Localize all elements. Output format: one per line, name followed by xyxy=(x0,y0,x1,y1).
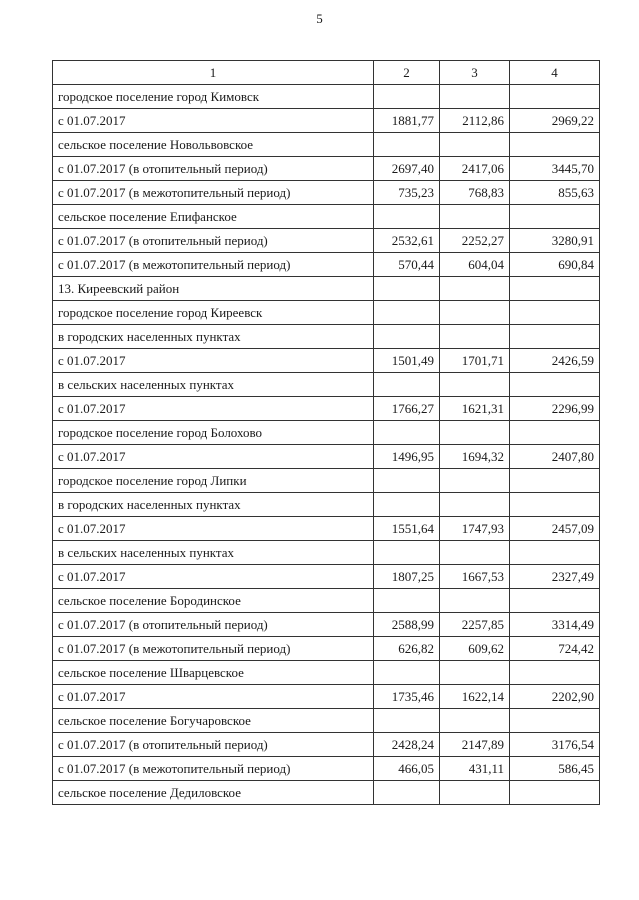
row-label-cell: сельское поселение Богучаровское xyxy=(53,709,374,733)
row-label-cell: с 01.07.2017 (в межотопительный период) xyxy=(53,757,374,781)
table-row xyxy=(53,85,600,109)
value-col-4-cell xyxy=(510,277,600,301)
row-label-cell: с 01.07.2017 (в отопительный период) xyxy=(53,157,374,181)
table-row xyxy=(53,205,600,229)
value-col-2-cell: 1766,27 xyxy=(374,397,440,421)
value-col-4-cell xyxy=(510,781,600,805)
row-label-cell: сельское поселение Бородинское xyxy=(53,589,374,613)
value-col-3-cell xyxy=(440,709,510,733)
value-col-3-cell: 2257,85 xyxy=(440,613,510,637)
table-body xyxy=(53,85,600,805)
value-col-2-cell xyxy=(374,541,440,565)
value-col-4-cell xyxy=(510,541,600,565)
value-col-2-cell: 570,44 xyxy=(374,253,440,277)
table-row xyxy=(53,757,600,781)
row-label-cell: в сельских населенных пунктах xyxy=(53,373,374,397)
table-row xyxy=(53,373,600,397)
value-col-4-cell: 2426,59 xyxy=(510,349,600,373)
header-col-2: 2 xyxy=(374,61,440,85)
row-label-cell: с 01.07.2017 xyxy=(53,517,374,541)
value-col-4-cell xyxy=(510,469,600,493)
value-col-3-cell xyxy=(440,277,510,301)
value-col-2-cell: 626,82 xyxy=(374,637,440,661)
row-label-cell: с 01.07.2017 xyxy=(53,397,374,421)
value-col-2-cell xyxy=(374,469,440,493)
table-header xyxy=(53,61,600,85)
value-col-2-cell: 466,05 xyxy=(374,757,440,781)
value-col-3-cell xyxy=(440,421,510,445)
value-col-3-cell xyxy=(440,493,510,517)
table-row xyxy=(53,589,600,613)
page-number: 5 xyxy=(316,11,323,26)
table-row xyxy=(53,397,600,421)
value-col-3-cell: 1622,14 xyxy=(440,685,510,709)
value-col-3-cell: 609,62 xyxy=(440,637,510,661)
row-label-cell: с 01.07.2017 (в отопительный период) xyxy=(53,733,374,757)
value-col-4-cell xyxy=(510,205,600,229)
value-col-4-cell: 724,42 xyxy=(510,637,600,661)
row-label-cell: с 01.07.2017 (в межотопительный период) xyxy=(53,181,374,205)
header-col-3: 3 xyxy=(440,61,510,85)
table-row xyxy=(53,109,600,133)
table-row xyxy=(53,277,600,301)
value-col-4-cell: 2296,99 xyxy=(510,397,600,421)
value-col-2-cell: 2532,61 xyxy=(374,229,440,253)
value-col-3-cell: 2112,86 xyxy=(440,109,510,133)
value-col-3-cell xyxy=(440,301,510,325)
row-label-cell: с 01.07.2017 (в межотопительный период) xyxy=(53,253,374,277)
value-col-4-cell: 2969,22 xyxy=(510,109,600,133)
value-col-2-cell xyxy=(374,373,440,397)
value-col-3-cell xyxy=(440,781,510,805)
value-col-2-cell: 1551,64 xyxy=(374,517,440,541)
value-col-3-cell xyxy=(440,205,510,229)
value-col-4-cell xyxy=(510,589,600,613)
value-col-3-cell xyxy=(440,373,510,397)
row-label-cell: с 01.07.2017 xyxy=(53,445,374,469)
row-label-cell: сельское поселение Дедиловское xyxy=(53,781,374,805)
value-col-4-cell: 855,63 xyxy=(510,181,600,205)
table-row xyxy=(53,637,600,661)
table-row xyxy=(53,325,600,349)
row-label-cell: с 01.07.2017 (в отопительный период) xyxy=(53,229,374,253)
value-col-2-cell: 735,23 xyxy=(374,181,440,205)
value-col-2-cell: 1501,49 xyxy=(374,349,440,373)
table-row xyxy=(53,493,600,517)
value-col-3-cell: 2147,89 xyxy=(440,733,510,757)
table-row xyxy=(53,349,600,373)
row-label-cell: сельское поселение Шварцевское xyxy=(53,661,374,685)
value-col-3-cell xyxy=(440,325,510,349)
row-label-cell: городское поселение город Киреевск xyxy=(53,301,374,325)
row-label-cell: с 01.07.2017 xyxy=(53,685,374,709)
value-col-3-cell: 1747,93 xyxy=(440,517,510,541)
header-col-4: 4 xyxy=(510,61,600,85)
row-label-cell: городское поселение город Липки xyxy=(53,469,374,493)
table-row xyxy=(53,157,600,181)
value-col-2-cell xyxy=(374,277,440,301)
value-col-4-cell xyxy=(510,709,600,733)
table-row xyxy=(53,709,600,733)
row-label-cell: городское поселение город Болохово xyxy=(53,421,374,445)
table-row xyxy=(53,613,600,637)
value-col-2-cell xyxy=(374,301,440,325)
value-col-3-cell xyxy=(440,469,510,493)
row-label-cell: 13. Киреевский район xyxy=(53,277,374,301)
table-row xyxy=(53,541,600,565)
value-col-4-cell: 2202,90 xyxy=(510,685,600,709)
row-label-cell: с 01.07.2017 xyxy=(53,565,374,589)
value-col-3-cell: 2417,06 xyxy=(440,157,510,181)
value-col-4-cell xyxy=(510,373,600,397)
header-row xyxy=(53,61,600,85)
table-row xyxy=(53,133,600,157)
value-col-3-cell: 1621,31 xyxy=(440,397,510,421)
value-col-4-cell: 690,84 xyxy=(510,253,600,277)
row-label-cell: в городских населенных пунктах xyxy=(53,325,374,349)
table-row xyxy=(53,469,600,493)
value-col-3-cell: 1694,32 xyxy=(440,445,510,469)
value-col-4-cell: 2407,80 xyxy=(510,445,600,469)
row-label-cell: в сельских населенных пунктах xyxy=(53,541,374,565)
value-col-2-cell: 2428,24 xyxy=(374,733,440,757)
value-col-2-cell: 1496,95 xyxy=(374,445,440,469)
value-col-4-cell: 3176,54 xyxy=(510,733,600,757)
value-col-3-cell: 604,04 xyxy=(440,253,510,277)
table-row xyxy=(53,517,600,541)
row-label-cell: сельское поселение Епифанское xyxy=(53,205,374,229)
row-label-cell: с 01.07.2017 xyxy=(53,109,374,133)
value-col-4-cell xyxy=(510,493,600,517)
value-col-3-cell: 768,83 xyxy=(440,181,510,205)
value-col-2-cell xyxy=(374,325,440,349)
value-col-4-cell: 2327,49 xyxy=(510,565,600,589)
header-col-1: 1 xyxy=(53,61,374,85)
table-row xyxy=(53,181,600,205)
value-col-3-cell: 1667,53 xyxy=(440,565,510,589)
value-col-4-cell: 3314,49 xyxy=(510,613,600,637)
value-col-3-cell: 1701,71 xyxy=(440,349,510,373)
table-row xyxy=(53,733,600,757)
table-row xyxy=(53,301,600,325)
value-col-2-cell: 1735,46 xyxy=(374,685,440,709)
value-col-3-cell: 431,11 xyxy=(440,757,510,781)
table-row xyxy=(53,781,600,805)
value-col-2-cell xyxy=(374,709,440,733)
value-col-4-cell: 3280,91 xyxy=(510,229,600,253)
table-row xyxy=(53,445,600,469)
table-row xyxy=(53,253,600,277)
value-col-2-cell xyxy=(374,421,440,445)
value-col-2-cell xyxy=(374,205,440,229)
table-row xyxy=(53,229,600,253)
value-col-2-cell xyxy=(374,85,440,109)
row-label-cell: городское поселение город Кимовск xyxy=(53,85,374,109)
value-col-2-cell xyxy=(374,589,440,613)
row-label-cell: сельское поселение Новольвовское xyxy=(53,133,374,157)
value-col-2-cell xyxy=(374,781,440,805)
value-col-3-cell: 2252,27 xyxy=(440,229,510,253)
value-col-3-cell xyxy=(440,85,510,109)
row-label-cell: с 01.07.2017 (в отопительный период) xyxy=(53,613,374,637)
value-col-2-cell xyxy=(374,661,440,685)
row-label-cell: в городских населенных пунктах xyxy=(53,493,374,517)
value-col-2-cell: 1881,77 xyxy=(374,109,440,133)
value-col-3-cell xyxy=(440,661,510,685)
value-col-2-cell xyxy=(374,133,440,157)
value-col-4-cell xyxy=(510,133,600,157)
value-col-4-cell xyxy=(510,85,600,109)
value-col-2-cell xyxy=(374,493,440,517)
table-row xyxy=(53,421,600,445)
table-row xyxy=(53,685,600,709)
value-col-2-cell: 1807,25 xyxy=(374,565,440,589)
value-col-2-cell: 2697,40 xyxy=(374,157,440,181)
value-col-4-cell: 2457,09 xyxy=(510,517,600,541)
table-row xyxy=(53,661,600,685)
value-col-3-cell xyxy=(440,133,510,157)
row-label-cell: с 01.07.2017 (в межотопительный период) xyxy=(53,637,374,661)
value-col-4-cell xyxy=(510,661,600,685)
value-col-4-cell: 3445,70 xyxy=(510,157,600,181)
row-label-cell: с 01.07.2017 xyxy=(53,349,374,373)
table-row xyxy=(53,565,600,589)
value-col-4-cell: 586,45 xyxy=(510,757,600,781)
value-col-2-cell: 2588,99 xyxy=(374,613,440,637)
value-col-3-cell xyxy=(440,589,510,613)
value-col-4-cell xyxy=(510,421,600,445)
tariff-table xyxy=(52,60,600,805)
value-col-4-cell xyxy=(510,325,600,349)
value-col-4-cell xyxy=(510,301,600,325)
value-col-3-cell xyxy=(440,541,510,565)
